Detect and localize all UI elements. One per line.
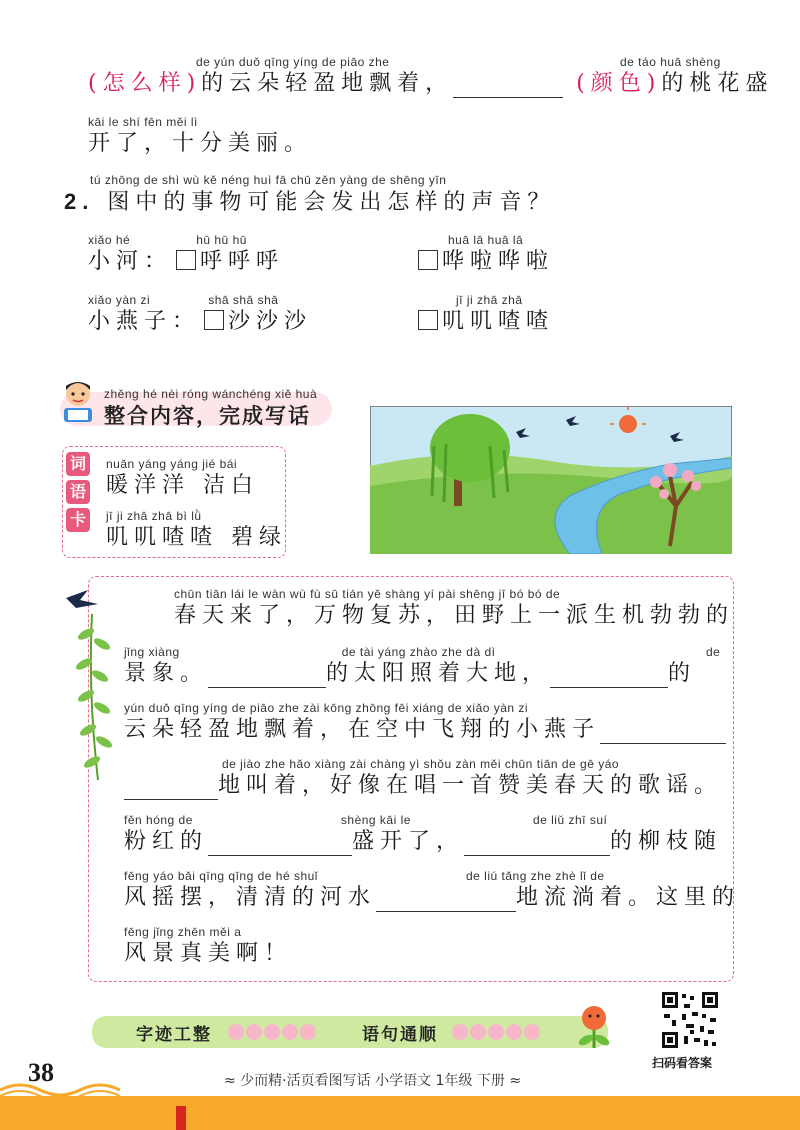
qr-code-icon[interactable] [660,990,720,1050]
checkbox[interactable] [418,250,438,270]
eval-label-neat: 字迹工整 [136,1025,212,1045]
paren-hint: (怎么样) [88,71,202,96]
checkbox[interactable] [418,310,438,330]
section-title: 整合内容，完成写话 [104,404,311,428]
pinyin: jī ji zhā zhā bì lǜ [106,509,202,523]
qr-caption: 扫码看答案 [652,1056,713,1070]
passage-line [124,756,722,800]
spring-scene-illustration [370,406,732,554]
question-number: 2. [64,189,95,214]
option-text: 沙沙沙 [228,309,313,334]
pinyin: fěn hóng de shèng kāi le de liǔ zhī suí [124,813,608,827]
footer-band [0,1096,800,1130]
paren-hint: (颜色) [576,71,662,96]
word-list: 暖洋洋 洁白 [106,473,259,498]
word-list: 叽叽喳喳 碧绿 [106,525,287,550]
checkbox[interactable] [204,310,224,330]
pinyin: de jiào zhe hǎo xiàng zài chàng yì shǒu zàn měi chūn tiān de gē yáo [222,757,620,771]
sentence-text: 的云朵轻盈地飘着， [201,71,454,96]
passage-text: 盛开了， [352,829,465,854]
answer-blank[interactable] [453,75,563,98]
answer-blank[interactable] [208,833,352,856]
pinyin: nuǎn yáng yáng jié bái [106,457,238,471]
word-card-label: 词 语 卡 [66,452,90,532]
word-card-line2 [106,508,287,552]
sound-option-2 [414,292,554,336]
passage-text: 的柳枝随 [610,829,723,854]
option-text: 哗啦哗啦 [442,249,555,274]
pinyin: fēng yáo bǎi qīng qīng de hé shuǐ de liú tǎng zhe zhè lǐ de [124,869,605,883]
pinyin: huā lā huā lā [448,233,524,247]
passage-line [124,868,740,912]
pinyin: xiǎo yàn zi shā shā shā [88,293,279,307]
sound-row-river [88,232,284,276]
pinyin: jǐng xiàng de tài yáng zhào zhe dà dì [124,645,496,659]
footer-marker [176,1106,186,1130]
pinyin: tú zhōng de shì wù kě néng huì fā chū zěn yàng de shēng yīn [90,173,447,187]
row-label: 小河： [88,249,173,274]
pinyin: chūn tiān lái le wàn wù fù sū tián yě shàng yí pài shēng jī bó bó de [174,587,561,601]
sun-icon [619,415,637,433]
checkbox[interactable] [176,250,196,270]
pinyin: zhěng hé nèi róng wánchéng xiě huà [104,387,318,401]
passage-line [124,924,292,968]
sound-row-swallow [88,292,312,336]
passage-text: 地流淌着。这里的 [516,885,741,910]
pinyin: jī ji zhā zhā [456,293,523,307]
top-sentence-line2 [88,114,312,158]
flower-icon [574,1000,614,1050]
page-number-waves [0,1060,120,1100]
answer-blank[interactable] [124,777,218,800]
pinyin: de [706,645,721,659]
passage-line [124,644,696,688]
passage-text: 风摇摆，清清的河水 [124,885,377,910]
row-label: 小燕子： [88,309,201,334]
pinyin: yún duǒ qīng yíng de piāo zhe zài kōng zhōng fēi xiáng de xiǎo yàn zi [124,701,529,715]
passage-text: 风景真美啊！ [124,941,293,966]
pinyin: de yún duǒ qīng yíng de piāo zhe [196,55,390,69]
passage-line [124,812,722,856]
kid-reading-icon [58,378,98,426]
sentence-text: 开了，十分美丽。 [88,131,313,156]
pinyin: xiǎo hé hū hū hū [88,233,247,247]
passage-text: 的太阳照着大地， [326,661,551,686]
answer-blank[interactable] [600,721,726,744]
answer-blank[interactable] [550,665,668,688]
page-number: 38 [28,1058,54,1087]
passage-text: 粉红的 [124,829,209,854]
pinyin: kāi le shí fēn měi lì [88,115,198,129]
eval-label-fluent: 语句通顺 [362,1025,438,1045]
answer-blank[interactable] [208,665,326,688]
footer-title: ≈ 少而精·活页看图写话 小学语文 1年级 下册 ≈ [224,1073,522,1089]
passage-line [174,586,734,630]
passage-line [124,700,726,744]
pinyin: de táo huā shèng [620,55,721,69]
answer-blank[interactable] [464,833,610,856]
rating-dots-neat[interactable] [228,1024,318,1044]
swallow-willow-icon [62,584,122,784]
option-text: 叽叽喳喳 [442,309,555,334]
sentence-text: 的桃花盛 [661,71,774,96]
question-text: 图中的事物可能会发出怎样的声音？ [107,190,556,215]
passage-text: 地叫着，好像在唱一首赞美春天的歌谣。 [218,773,723,798]
pinyin: fēng jǐng zhēn měi a [124,925,242,939]
rating-dots-fluent[interactable] [452,1024,542,1044]
passage-text: 的 [668,661,697,686]
sound-option-2 [414,232,554,276]
passage-text: 春天来了，万物复苏，田野上一派生机勃勃的 [174,603,735,628]
answer-blank[interactable] [376,889,516,912]
passage-text: 云朵轻盈地飘着，在空中飞翔的小燕子 [124,717,601,742]
question-2 [64,172,555,217]
option-text: 呼呼呼 [200,249,285,274]
passage-text: 景象。 [124,661,209,686]
word-card-line1 [106,456,259,500]
